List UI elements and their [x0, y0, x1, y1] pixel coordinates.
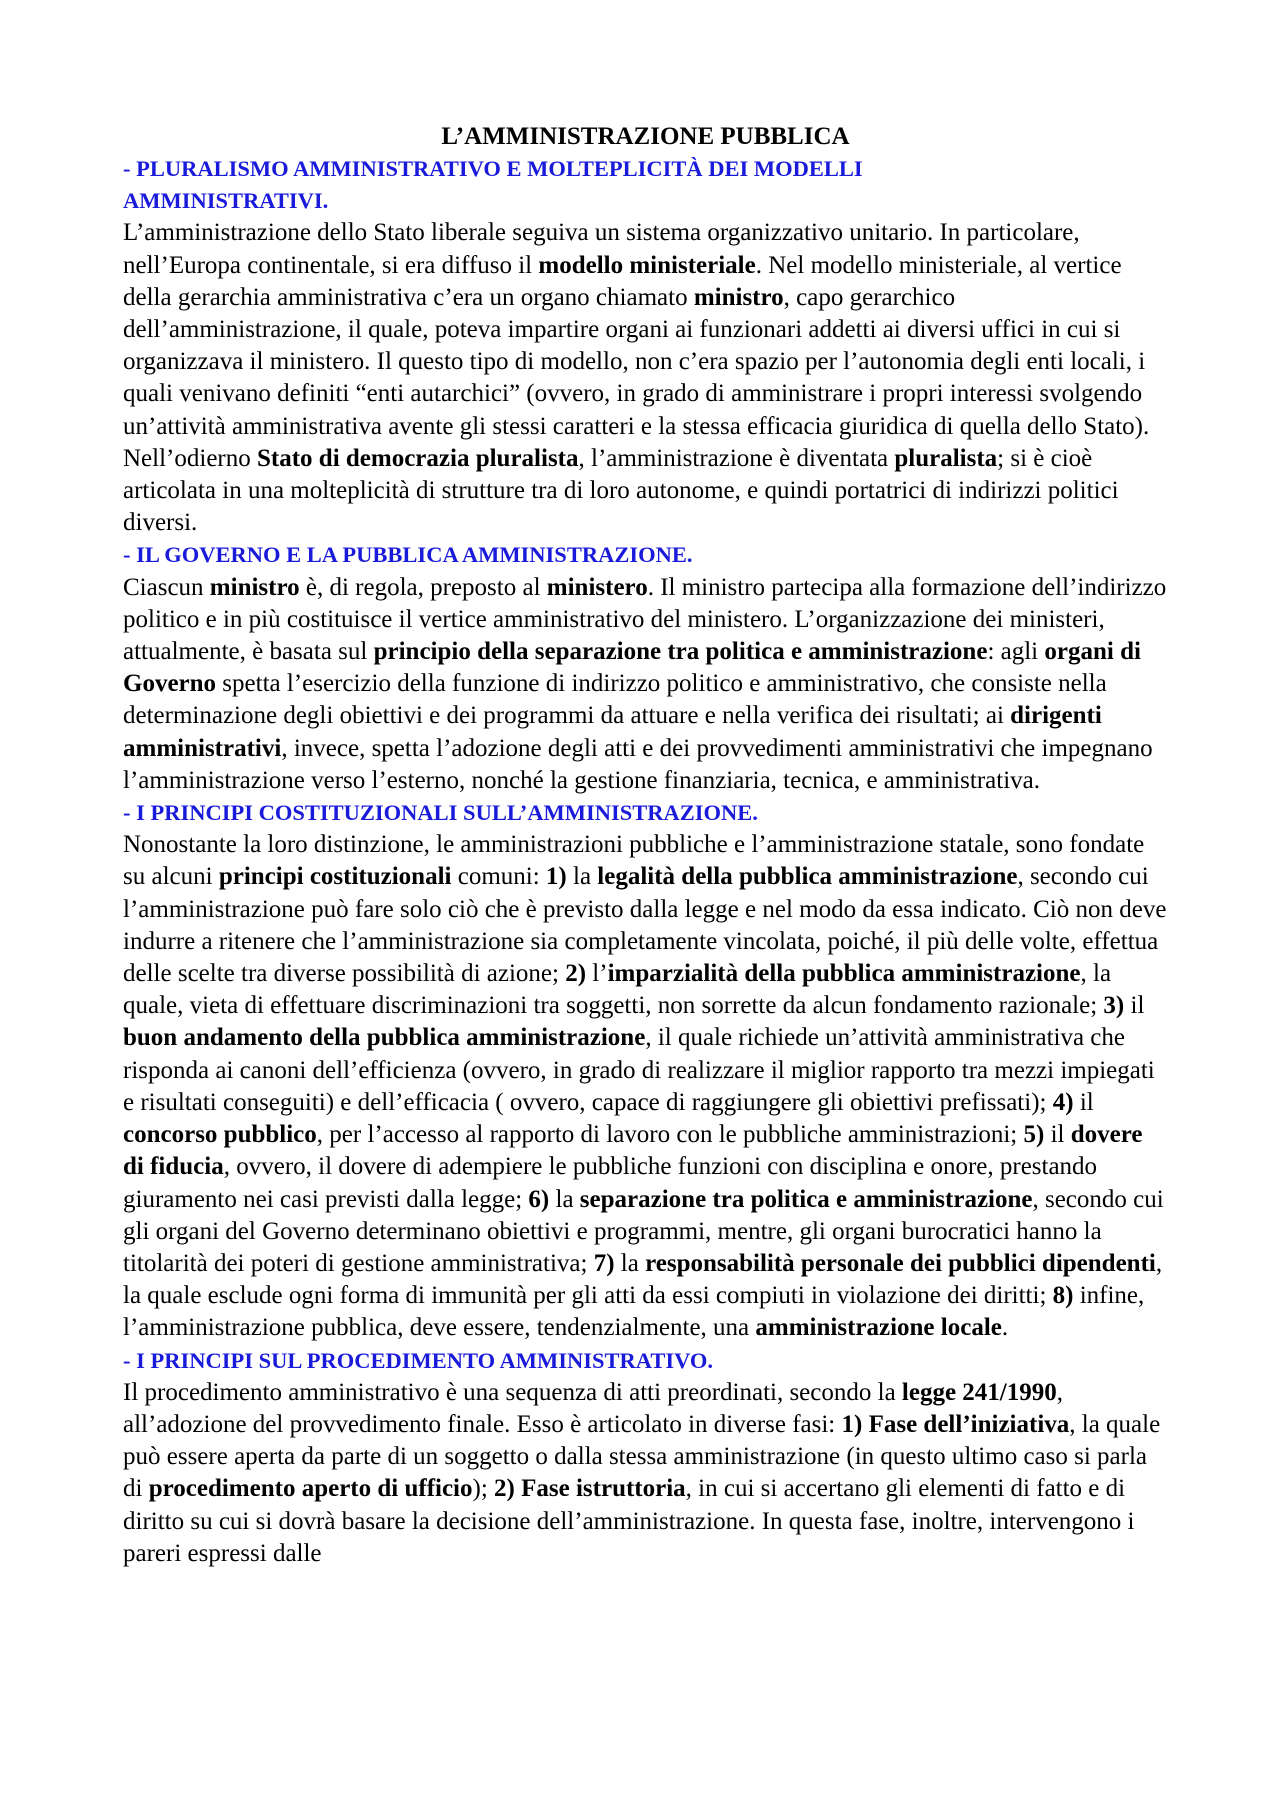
bold-text: 8) [1052, 1282, 1074, 1310]
text-run: , capo gerarchico dell’amministrazione, il quale, poteva impartire organi ai funzionari addetti ai diversi uffici in cui si organizzava il ministero. Il questo tipo di modello, non c’era spazio per l’autonomia degli enti locali, i quali venivano definiti “enti autarchici” (ovvero, in grado di amministrare i propri interessi svolgendo un’attività amministrativa avente gli stessi caratteri e la stessa efficacia giuridica di quella dello Stato). Nell’odierno [123, 283, 1150, 472]
section-heading-governo: - IL GOVERNO E LA PUBBLICA AMMINISTRAZIONE. [123, 542, 693, 568]
text-run: infine, l’amministrazione pubblica, deve essere, tendenzialmente, una [123, 1282, 1145, 1342]
section-heading-procedimento: - I PRINCIPI SUL PROCEDIMENTO AMMINISTRATIVO. [123, 1347, 714, 1373]
text-run: , il quale richiede un’attività amministrativa che risponda ai canoni dell’efficienza (ovvero, in grado di realizzare il miglior rapporto tra mezzi impiegati e risultati conseguiti) e dell’efficacia ( ovvero, capace di raggiungere gli obiettivi prefissati); [123, 1024, 1155, 1116]
bold-text: modello ministeriale [538, 251, 756, 279]
text-run: la [614, 1249, 646, 1277]
bold-text: 4) [1052, 1088, 1074, 1116]
bold-text: separazione tra politica e amministrazione [579, 1185, 1033, 1213]
text-run: Nonostante la loro distinzione, le amministrazioni pubbliche e l’amministrazione statale, sono fondate su alcuni [123, 831, 1145, 891]
bold-text: 7) [593, 1249, 615, 1277]
bold-text: principio della separazione tra politica e amministrazione [373, 638, 988, 666]
bold-text: legalità della pubblica amministrazione [597, 863, 1018, 891]
text-run: , invece, spetta l’adozione degli atti e dei provvedimenti amministrativi che impegnano l’amministrazione verso l’esterno, nonché la gestione finanziaria, tecnica, e amministrativa. [123, 734, 1153, 794]
bold-text: concorso pubblico [123, 1121, 317, 1149]
text-run: . Nel modello ministeriale, al vertice della gerarchia amministrativa c’era un organo chiamato [123, 251, 1122, 311]
bold-text: 1) Fase dell’iniziativa [841, 1410, 1070, 1438]
text-run: , all’adozione del provvedimento finale. Esso è articolato in diverse fasi: [123, 1378, 1064, 1438]
section-body-procedimento [123, 1377, 1168, 1570]
section-body-principi-costituzionali [123, 829, 1168, 1344]
text-run: , in cui si accertano gli elementi di fatto e di diritto su cui si dovrà basare la decisione dell’amministrazione. In questa fase, inoltre, intervengono i pareri espressi dalle [123, 1475, 1135, 1567]
text-run: Ciascun [123, 573, 210, 601]
text-run: , l’amministrazione è diventata [578, 444, 895, 472]
text-run: L’amministrazione dello Stato liberale seguiva un sistema organizzativo unitario. In particolare, nell’Europa continentale, si era diffuso il [123, 219, 1080, 279]
text-run: . Il ministro partecipa alla formazione dell’indirizzo politico e in più costituisce il vertice amministrativo del ministero. L’organizzazione dei ministeri, attualmente, è basata sul [123, 573, 1167, 666]
bold-text: 3) [1103, 992, 1125, 1020]
bold-text: principi costituzionali [218, 863, 452, 891]
bold-text: ministro [693, 283, 784, 311]
text-run: , la quale può essere aperta da parte di un soggetto o dalla stessa amministrazione (in questo ultimo caso si parla di [123, 1410, 1161, 1503]
text-run: la [549, 1185, 580, 1213]
bold-text: dovere di fiducia [123, 1121, 1143, 1181]
bold-text: legge 241/1990 [901, 1378, 1057, 1406]
text-run: , la quale, vieta di effettuare discriminazioni tra soggetti, non sorrette da alcun fondamento razionale; [123, 960, 1112, 1020]
text-run: il [1044, 1121, 1071, 1149]
bold-text: 6) [528, 1185, 550, 1213]
bold-text: 2) [565, 960, 587, 988]
text-run: , la quale esclude ogni forma di immunità per gli atti da essi compiuti in violazione dei diritti; [123, 1249, 1163, 1310]
section-body-governo [123, 572, 1168, 797]
text-run: , ovvero, il dovere di adempiere le pubbliche funzioni con disciplina e onore, prestando giuramento nei casi previsti dalla legge; [123, 1153, 1098, 1213]
text-run: la [566, 863, 598, 891]
section-heading-pluralismo: - PLURALISMO AMMINISTRATIVO E MOLTEPLICITÀ DEI MODELLI AMMINISTRATIVI. [123, 156, 863, 214]
bold-text: 2) Fase istruttoria [494, 1475, 686, 1503]
bold-text: organi di Governo [123, 638, 1141, 698]
document-page [123, 121, 1168, 1570]
bold-text: ministro [209, 573, 300, 601]
bold-text: Stato di democrazia pluralista [256, 444, 579, 472]
text-run: il [1124, 992, 1145, 1020]
document-title: L’AMMINISTRAZIONE PUBBLICA [441, 123, 850, 150]
text-run: l’ [586, 960, 608, 988]
section-body-pluralismo [123, 217, 1168, 539]
text-run: : agli [987, 638, 1045, 666]
text-run: comuni: [451, 863, 546, 891]
text-run: è, di regola, preposto al [299, 573, 547, 601]
bold-text: imparzialità della pubblica amministrazione [607, 960, 1081, 988]
text-run: ; si è cioè articolata in una molteplicità di strutture tra di loro autonome, e quindi portatrici di indirizzi politici diversi. [123, 444, 1119, 537]
bold-text: pluralista [894, 444, 998, 472]
bold-text: responsabilità personale dei pubblici dipendenti [645, 1249, 1156, 1277]
text-run: . [1001, 1314, 1009, 1342]
bold-text: 1) [545, 863, 567, 891]
text-run: Il procedimento amministrativo è una sequenza di atti preordinati, secondo la [123, 1378, 902, 1406]
bold-text: ministero [546, 573, 648, 601]
bold-text: dirigenti amministrativi [123, 702, 1102, 762]
text-run: ); [472, 1475, 495, 1503]
text-run: spetta l’esercizio della funzione di indirizzo politico e amministrativo, che consiste nella determinazione degli obiettivi e dei programmi da attuare e nella verifica dei risultati; ai [123, 670, 1107, 730]
bold-text: buon andamento della pubblica amministrazione [123, 1024, 646, 1052]
text-run: , secondo cui l’amministrazione può fare solo ciò che è previsto dalla legge e nel modo da essa indicato. Ciò non deve indurre a ritenere che l’amministrazione sia completamente vincolata, poiché, il più delle volte, effettua delle scelte tra diverse possibilità di azione; [123, 863, 1167, 988]
bold-text: 5) [1023, 1121, 1045, 1149]
text-run: il [1073, 1088, 1094, 1116]
text-run: , per l’accesso al rapporto di lavoro con le pubbliche amministrazioni; [316, 1121, 1024, 1149]
section-heading-principi-costituzionali: - I PRINCIPI COSTITUZIONALI SULL’AMMINISTRAZIONE. [123, 800, 758, 826]
bold-text: amministrazione locale [755, 1314, 1002, 1342]
bold-text: procedimento aperto di ufficio [148, 1475, 473, 1503]
text-run: , secondo cui gli organi del Governo determinano obiettivi e programmi, mentre, gli organi burocratici hanno la titolarità dei poteri di gestione amministrativa; [123, 1185, 1164, 1277]
